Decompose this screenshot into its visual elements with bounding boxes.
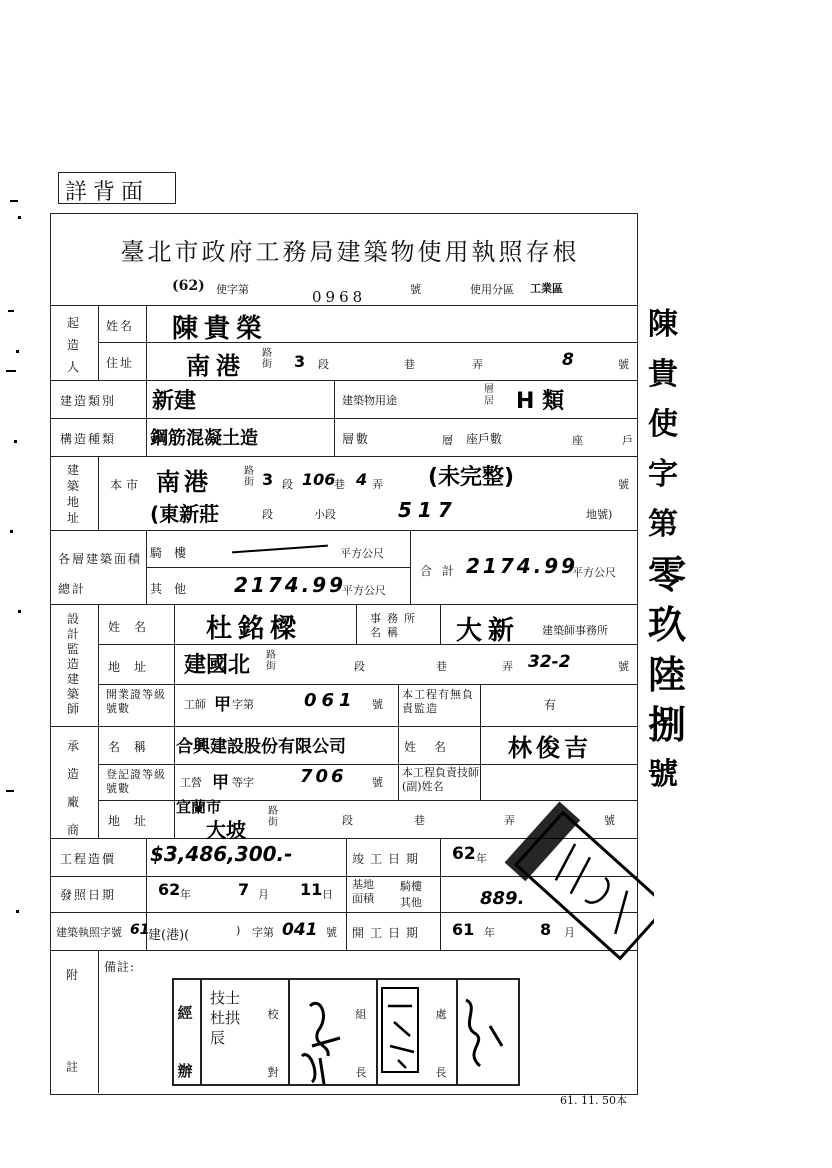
architect-address-label: 地址 (108, 660, 161, 674)
license-suffix: 號 (410, 283, 421, 296)
contractor-name: 合興建設股份有限公司 (176, 737, 346, 757)
architect-office: 大新 (456, 616, 521, 646)
start-month-suffix: 月 (564, 926, 575, 939)
remarks-side-bottom: 註 (66, 1060, 81, 1074)
address-alley-suffix: 弄 (372, 478, 383, 491)
rule (50, 418, 638, 419)
address-number-suffix: 號 (618, 478, 629, 491)
architect-section-label: 設計監造建築師 (66, 612, 79, 716)
header-tab (58, 172, 176, 204)
rule (98, 950, 99, 1093)
contractor-road: 大坡 (206, 818, 246, 842)
footer-note: 61. 11. 50本 (560, 1094, 627, 1107)
contractor-city: 宜蘭市 (176, 798, 222, 816)
margin-stamp-column (648, 300, 687, 800)
license-number: 0968 (312, 288, 367, 306)
margin-char: 陳 (648, 307, 678, 342)
rule (98, 764, 638, 765)
rule (480, 684, 481, 800)
rule (146, 380, 147, 456)
rule (440, 604, 441, 644)
completion-year-suffix: 年 (476, 852, 487, 865)
header-tab-label: 詳背面 (65, 180, 150, 205)
rule (98, 604, 99, 838)
applicant-section-suffix: 段 (318, 358, 329, 371)
base-area-label: 基地面積 (352, 878, 374, 905)
zone-label: 使用分區 (470, 283, 514, 296)
building-use-floor-suffix: 層居 (484, 384, 494, 407)
applicant-alley-suffix: 弄 (472, 358, 483, 371)
start-label: 開工日期 (352, 926, 425, 940)
floor-area-label: 各層建築面積總計 (58, 552, 143, 596)
stamp-director-role: 處長 (435, 1008, 447, 1079)
arcade-label: 騎樓 (150, 546, 199, 560)
rule (50, 305, 638, 306)
margin-char: 捌 (648, 702, 687, 747)
permit-prefix: 字第 (252, 926, 274, 939)
issue-day-suffix: 日 (322, 888, 333, 901)
margin-char: 第 (648, 507, 678, 542)
cost-value: $3,486,300.- (150, 842, 293, 866)
rule (98, 305, 99, 380)
total-label: 合計 (420, 564, 465, 578)
reg-suffix: 號 (372, 776, 383, 789)
other-value: 2174.99 (234, 573, 347, 597)
applicant-section-no: 3 (294, 352, 306, 371)
signature-scribbles (290, 986, 510, 1086)
engineer-label: 本工程負責技師(副)姓名 (402, 766, 479, 793)
rule (200, 978, 202, 1084)
rule (98, 644, 638, 645)
architect-alley-suffix: 弄 (502, 660, 513, 673)
applicant-number: 8 (562, 350, 574, 370)
zone-value: 工業區 (530, 282, 563, 295)
applicant-address-label: 住址 (106, 356, 135, 370)
license-prefix-label: 工師 (184, 698, 206, 711)
contractor-section-suffix: 段 (342, 814, 353, 827)
license-year: (62) (172, 278, 205, 294)
margin-char: 字 (648, 457, 678, 492)
contractor-address-label: 地址 (108, 814, 161, 828)
total-value: 2174.99 (466, 554, 579, 578)
total-unit: 平方公尺 (572, 566, 616, 579)
issue-month: 7 (238, 880, 250, 899)
page-title: 臺北市政府工務局建築物使用執照存根 (120, 238, 580, 266)
issue-month-suffix: 月 (258, 888, 269, 901)
other-label: 其他 (150, 582, 199, 596)
base-other-label: 其他 (400, 896, 422, 909)
rule (440, 838, 441, 950)
stamp-clerk-name: 技士杜拱辰 (210, 989, 241, 1047)
floors-suffix: 層 (442, 434, 453, 447)
rule (98, 684, 638, 685)
rule (50, 726, 638, 727)
applicant-road: 南港 (186, 352, 246, 380)
reg-no: 706 (300, 766, 347, 787)
reg-label: 登記證等級號數 (106, 768, 166, 795)
building-use-value: H 類 (516, 389, 565, 414)
architect-name: 杜銘樑 (206, 614, 303, 644)
completion-year: 62 (452, 844, 476, 864)
permit-suffix: 號 (326, 926, 337, 939)
address-district-suffix: 段 (262, 508, 273, 521)
address-section: 3 (262, 470, 274, 489)
address-road-suffix: 路街 (244, 466, 254, 488)
architect-road: 建國北 (184, 653, 251, 678)
rule (146, 530, 147, 604)
rule (50, 380, 638, 381)
stamp-checker-role: 校對 (267, 1008, 279, 1079)
issue-year-suffix: 年 (180, 888, 191, 901)
rule (334, 380, 335, 456)
permit-blank: ) (236, 924, 241, 937)
reg-grade: 甲 (212, 773, 229, 793)
other-unit: 平方公尺 (342, 584, 386, 597)
permit-year: 61 (130, 922, 150, 938)
license-suffix: 號 (372, 698, 383, 711)
license-prefix: 使字第 (216, 283, 249, 296)
contractor-name-label: 名稱 (108, 740, 161, 754)
contractor-person-label: 姓名 (404, 740, 465, 754)
base-other-value: 889. (480, 888, 525, 909)
contractor-alley-suffix: 弄 (504, 814, 515, 827)
license-grade-label: 開業證等級號數 (106, 688, 166, 715)
remarks-label: 備註: (104, 960, 136, 974)
applicant-lane-suffix: 巷 (404, 358, 415, 371)
margin-char: 零 (648, 552, 687, 597)
contractor-section-label: 承造廠商 (66, 739, 79, 837)
rule (50, 456, 638, 457)
margin-char: 使 (648, 407, 678, 442)
architect-road-suffix: 路街 (266, 650, 276, 672)
applicant-name-label: 姓名 (106, 319, 135, 333)
official-seal-stamp (494, 800, 654, 980)
license-grade: 甲 (214, 695, 231, 715)
contractor-person: 林俊吉 (508, 734, 592, 762)
contractor-lane-suffix: 巷 (414, 814, 425, 827)
households-suffix: 戶 (622, 434, 633, 447)
rule (50, 604, 638, 605)
reg-mid: 等字 (232, 776, 254, 789)
rule (174, 604, 175, 838)
permit-city: 建(港)( (148, 928, 190, 943)
start-year: 61 (452, 920, 475, 939)
permit-no: 041 (282, 920, 318, 940)
supervise-value: 有 (544, 698, 557, 712)
permit-label: 建築執照字號 (56, 926, 122, 939)
base-arcade-label: 騎樓 (400, 880, 422, 893)
rule (50, 530, 638, 531)
architect-number: 32-2 (528, 652, 571, 672)
address-lot: 517 (398, 498, 458, 522)
address-road: 南港 (156, 468, 212, 496)
architect-number-suffix: 號 (618, 660, 629, 673)
structure-label: 構造種類 (60, 432, 117, 446)
arcade-unit: 平方公尺 (340, 547, 384, 560)
address-district: (東新莊 (150, 502, 220, 526)
completion-label: 竣工日期 (352, 852, 425, 866)
margin-char: 玖 (648, 602, 687, 647)
rule (410, 530, 411, 604)
architect-section-suffix: 段 (354, 660, 365, 673)
reg-prefix: 工營 (180, 776, 202, 789)
address-lot-suffix: 地號) (586, 508, 613, 521)
architect-office-suffix: 建築師事務所 (542, 624, 608, 637)
address-section-label: 建築地址 (66, 463, 79, 525)
applicant-road-suffix: 路街 (262, 348, 272, 370)
license-no: 061 (304, 690, 357, 711)
building-type-label: 建造類別 (60, 394, 117, 408)
start-month: 8 (540, 920, 552, 939)
contractor-road-suffix: 路街 (268, 806, 278, 828)
margin-char: 陸 (648, 652, 687, 697)
building-type-value: 新建 (152, 389, 197, 414)
address-note: (未完整) (428, 465, 515, 490)
contractor-number-suffix: 號 (604, 814, 615, 827)
stamp-section-chief-role: 組長 (355, 1008, 367, 1079)
address-section-suffix: 段 (282, 478, 293, 491)
applicant-number-suffix: 號 (618, 358, 629, 371)
units-label: 座戶數 (466, 432, 503, 446)
margin-char: 貴 (648, 357, 678, 392)
address-lane: 106 (302, 470, 336, 489)
building-use-label: 建築物用途 (342, 394, 397, 407)
start-year-suffix: 年 (484, 926, 495, 939)
rule (146, 567, 410, 568)
license-mid: 字第 (232, 698, 254, 711)
floors-label: 層數 (342, 432, 371, 446)
issue-day: 11 (300, 880, 323, 899)
remarks-side-top: 附 (66, 968, 81, 982)
scan-speckles (0, 190, 40, 950)
rule (346, 838, 347, 950)
address-lane-suffix: 巷 (334, 478, 345, 491)
rule (356, 604, 357, 644)
office-label: 事務所名稱 (370, 612, 421, 639)
cost-label: 工程造價 (60, 852, 117, 866)
applicant-section-label: 起造人 (66, 316, 79, 374)
margin-char: 號 (648, 757, 678, 792)
address-subsection-suffix: 小段 (314, 508, 336, 521)
applicant-name: 陳貴榮 (172, 314, 269, 344)
issue-label: 發照日期 (60, 888, 117, 902)
address-alley: 4 (356, 470, 368, 489)
rule (98, 456, 99, 530)
rule (146, 305, 147, 380)
supervise-label: 本工程有無負責監造 (402, 688, 474, 715)
structure-value: 鋼筋混凝土造 (150, 428, 258, 449)
architect-name-label: 姓名 (108, 620, 161, 634)
stamp-clerk-role: 經辦 (177, 1004, 193, 1080)
issue-year: 62 (158, 880, 181, 899)
architect-lane-suffix: 巷 (436, 660, 447, 673)
units-suffix: 座 (572, 434, 583, 447)
rule (398, 684, 399, 800)
address-city: 本市 (110, 478, 143, 492)
